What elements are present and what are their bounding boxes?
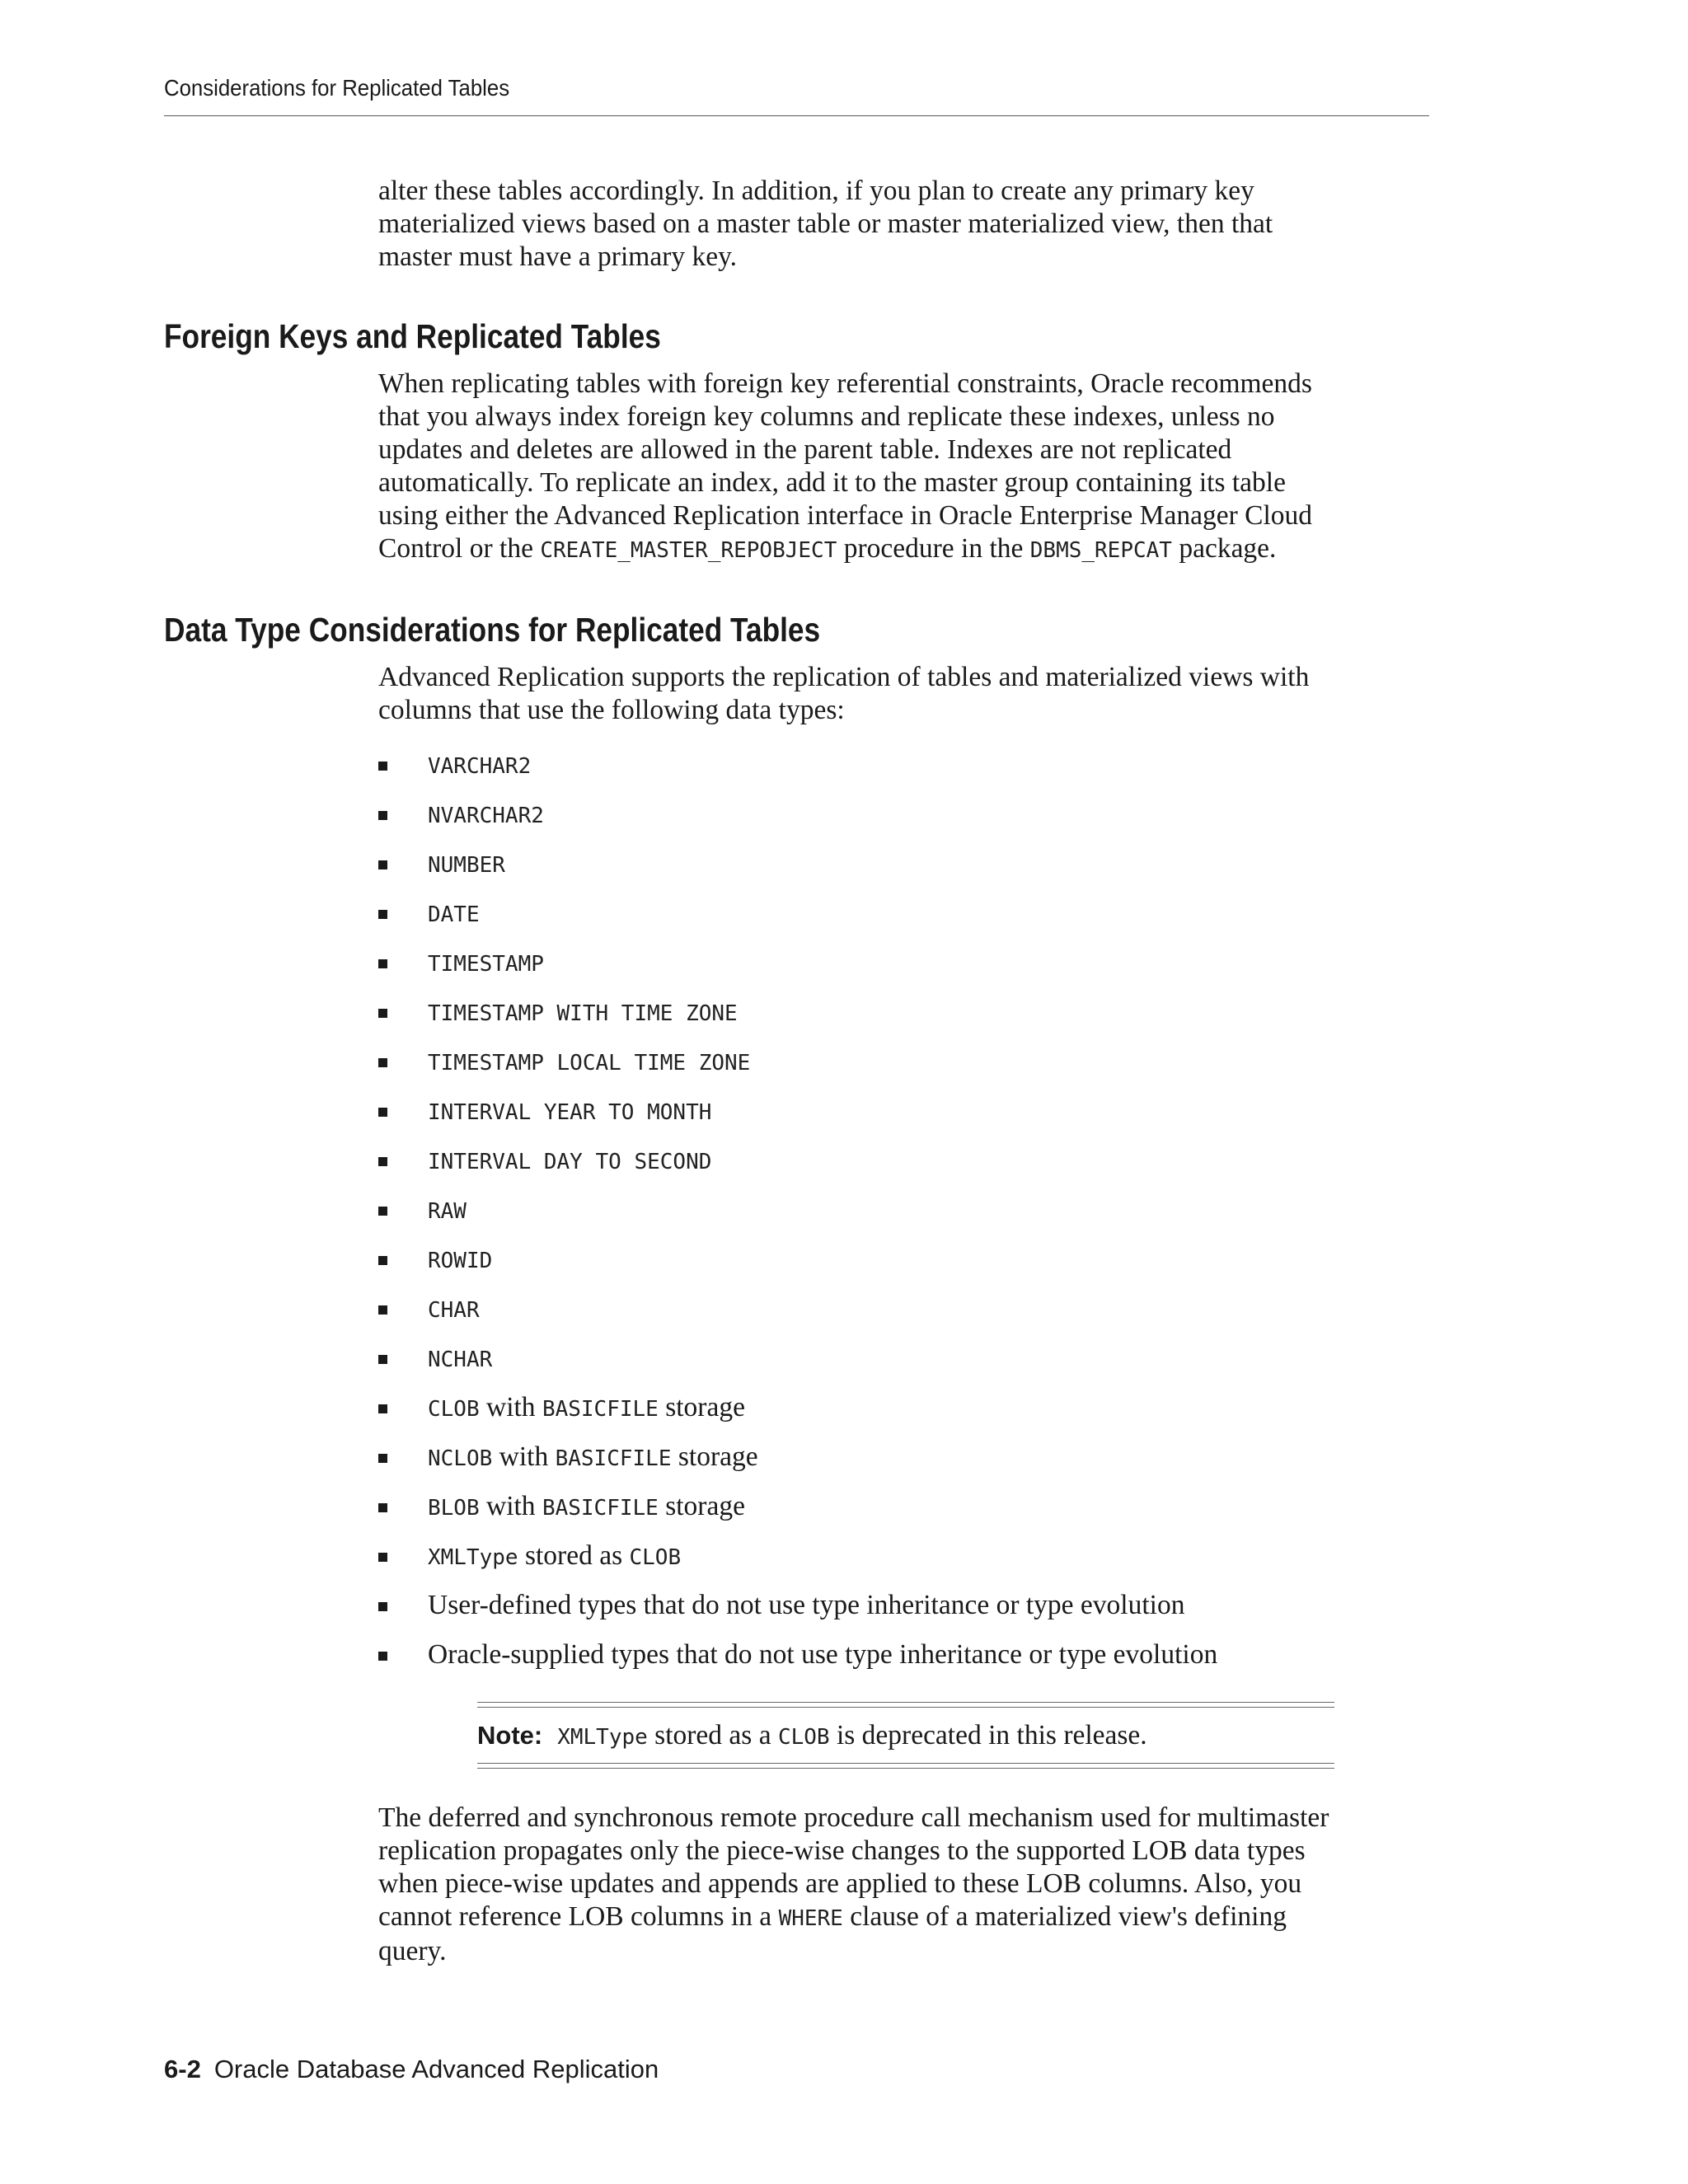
bullet-marker xyxy=(378,1256,387,1265)
data-type-name: RAW xyxy=(428,1199,467,1224)
intro-line: alter these tables accordingly. In addition, if you plan to create any primary key xyxy=(378,176,1254,206)
bullet-marker xyxy=(378,1058,387,1067)
list-item-text: storage xyxy=(671,1441,758,1472)
data-type-name: NVARCHAR2 xyxy=(428,804,544,828)
paragraph-line: when piece-wise updates and appends are applied to these LOB columns. Also, you xyxy=(378,1868,1302,1899)
bullet-marker xyxy=(378,811,387,820)
list-item xyxy=(378,1243,1217,1292)
paragraph-line: Advanced Replication supports the replication of tables and materialized views with xyxy=(378,662,1310,692)
data-type-name: NCHAR xyxy=(428,1347,493,1372)
bullet-marker xyxy=(378,762,387,771)
bullet-marker xyxy=(378,1305,387,1315)
paragraph-line: replication propagates only the piece-wise changes to the supported LOB data types xyxy=(378,1835,1306,1866)
paragraph-line-text: package. xyxy=(1171,533,1277,564)
list-item-text: with xyxy=(479,1392,542,1422)
bullet-marker xyxy=(378,1652,387,1661)
list-item xyxy=(378,1292,1217,1342)
paragraph-line-text: cannot reference LOB columns in a xyxy=(378,1901,779,1932)
intro-paragraph xyxy=(378,175,1433,274)
bullet-marker xyxy=(378,1454,387,1463)
list-item xyxy=(378,1094,1217,1144)
data-type-name: TIMESTAMP WITH TIME ZONE xyxy=(428,1001,738,1026)
heading-data-types: Data Type Considerations for Replicated Tables xyxy=(164,611,821,649)
data-type-name: CLOB xyxy=(428,1397,480,1422)
paragraph-line: using either the Advanced Replication interface in Oracle Enterprise Manager Cloud xyxy=(378,500,1312,531)
list-item xyxy=(378,1441,1217,1490)
bullet-marker xyxy=(378,1108,387,1117)
storage-type: BASICFILE xyxy=(542,1496,659,1521)
data-types-intro xyxy=(378,661,1433,727)
bullet-marker xyxy=(378,1404,387,1413)
note-box xyxy=(477,1702,1334,1769)
paragraph-line-text: clause of a materialized view's defining xyxy=(842,1901,1287,1932)
list-item-text: storage xyxy=(658,1392,745,1422)
list-item-text: with xyxy=(479,1491,542,1521)
storage-type: BASICFILE xyxy=(542,1397,659,1422)
bullet-marker xyxy=(378,1157,387,1166)
paragraph-line: When replicating tables with foreign key referential constraints, Oracle recommends xyxy=(378,368,1312,399)
storage-type: BASICFILE xyxy=(555,1446,672,1471)
bullet-marker xyxy=(378,1009,387,1018)
note-line-text: is deprecated in this release. xyxy=(829,1720,1147,1750)
list-item-text: stored as xyxy=(518,1540,630,1571)
data-type-name: DATE xyxy=(428,902,480,927)
data-type-name: VARCHAR2 xyxy=(428,754,532,779)
data-type-name: CLOB xyxy=(629,1545,682,1570)
list-item-text: User-defined types that do not use type inheritance or type evolution xyxy=(428,1590,1185,1620)
note-rule xyxy=(477,1763,1334,1764)
paragraph-line: automatically. To replicate an index, add it to the master group containing its table xyxy=(378,467,1286,498)
note-rule xyxy=(477,1768,1334,1769)
bullet-marker xyxy=(378,860,387,869)
list-item xyxy=(378,1144,1217,1193)
inline-code: XMLType xyxy=(557,1725,648,1750)
inline-code: CLOB xyxy=(777,1725,830,1750)
list-item xyxy=(378,1490,1217,1540)
closing-paragraph xyxy=(378,1802,1433,1968)
data-type-name: ROWID xyxy=(428,1249,493,1273)
paragraph-line: The deferred and synchronous remote procedure call mechanism used for multimaster xyxy=(378,1802,1329,1833)
data-type-name: NCLOB xyxy=(428,1446,493,1471)
data-type-list xyxy=(378,748,1217,1688)
bullet-marker xyxy=(378,1602,387,1611)
list-item xyxy=(378,1342,1217,1391)
list-item xyxy=(378,1045,1217,1094)
paragraph-line: that you always index foreign key columns and replicate these indexes, unless no xyxy=(378,401,1275,432)
paragraph-line-text: procedure in the xyxy=(837,533,1030,564)
list-item xyxy=(378,1391,1217,1441)
data-type-name: BLOB xyxy=(428,1496,480,1521)
data-type-name: XMLType xyxy=(428,1545,518,1570)
list-item xyxy=(378,996,1217,1045)
note-line-text: stored as a xyxy=(647,1720,778,1750)
data-type-name: INTERVAL DAY TO SECOND xyxy=(428,1150,712,1174)
list-item xyxy=(378,1589,1217,1638)
note-rule xyxy=(477,1702,1334,1703)
note-label: Note: xyxy=(477,1721,543,1750)
inline-code: DBMS_REPCAT xyxy=(1029,538,1172,563)
data-type-name: NUMBER xyxy=(428,853,505,878)
paragraph-line-text: Control or the xyxy=(378,533,541,564)
intro-line: materialized views based on a master table or master materialized view, then that xyxy=(378,209,1273,239)
data-type-name: TIMESTAMP xyxy=(428,952,544,977)
book-title: Oracle Database Advanced Replication xyxy=(213,2055,659,2083)
inline-code: WHERE xyxy=(778,1906,843,1931)
list-item xyxy=(378,847,1217,897)
list-item xyxy=(378,1638,1217,1688)
page-number: 6-2 xyxy=(164,2055,201,2083)
inline-code: CREATE_MASTER_REPOBJECT xyxy=(540,538,837,563)
data-type-name: INTERVAL YEAR TO MONTH xyxy=(428,1100,712,1125)
intro-line: master must have a primary key. xyxy=(378,241,738,272)
data-type-name: TIMESTAMP LOCAL TIME ZONE xyxy=(428,1051,751,1076)
list-item xyxy=(378,1193,1217,1243)
bullet-marker xyxy=(378,1207,387,1216)
paragraph-line: updates and deletes are allowed in the parent table. Indexes are not replicated xyxy=(378,434,1232,465)
list-item-text: with xyxy=(492,1441,556,1472)
paragraph-line: query. xyxy=(378,1936,447,1966)
list-item-text: Oracle-supplied types that do not use type inheritance or type evolution xyxy=(428,1639,1218,1670)
data-type-name: CHAR xyxy=(428,1298,480,1323)
bullet-marker xyxy=(378,910,387,919)
foreign-keys-paragraph xyxy=(378,368,1433,567)
bullet-marker xyxy=(378,1553,387,1562)
list-item xyxy=(378,798,1217,847)
running-header: Considerations for Replicated Tables xyxy=(164,75,510,101)
bullet-marker xyxy=(378,1355,387,1364)
header-rule xyxy=(164,115,1429,116)
list-item xyxy=(378,1540,1217,1589)
heading-foreign-keys: Foreign Keys and Replicated Tables xyxy=(164,317,661,355)
list-item xyxy=(378,946,1217,996)
page-footer xyxy=(164,2054,659,2085)
bullet-marker xyxy=(378,959,387,968)
paragraph-line: columns that use the following data types: xyxy=(378,695,845,725)
note-text xyxy=(477,1719,1147,1754)
note-rule xyxy=(477,1707,1334,1708)
list-item-text: storage xyxy=(658,1491,745,1521)
list-item xyxy=(378,897,1217,946)
bullet-marker xyxy=(378,1503,387,1512)
list-item xyxy=(378,748,1217,798)
